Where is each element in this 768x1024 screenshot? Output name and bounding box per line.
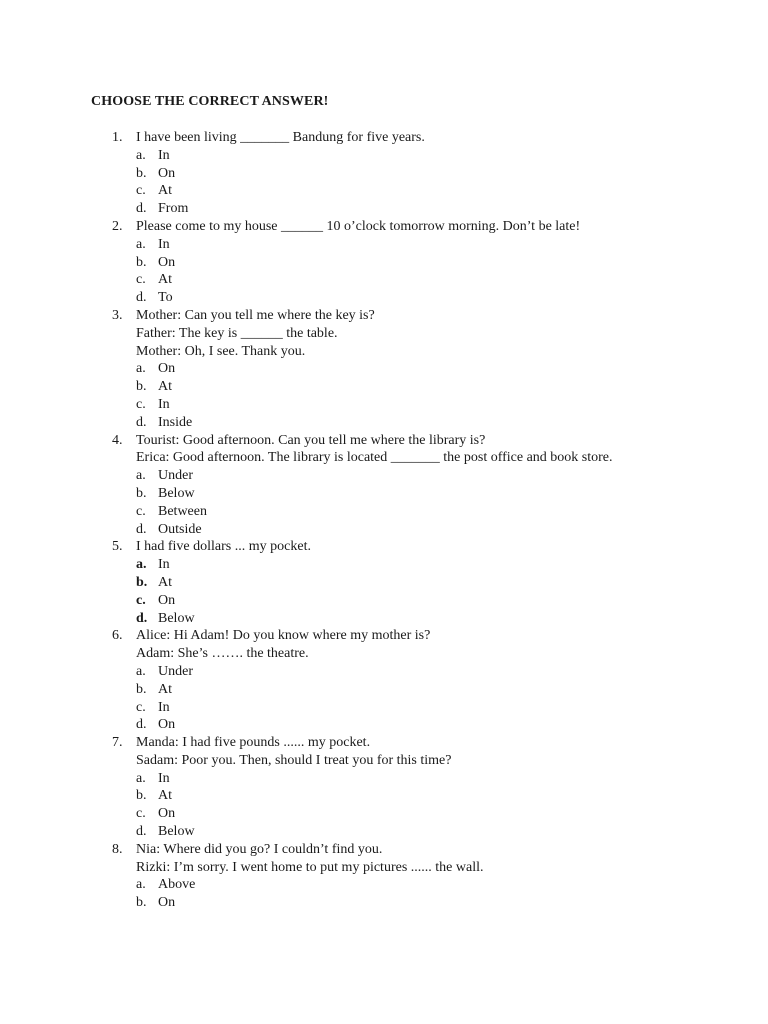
question-item: [0, 841, 768, 912]
option-letter: c.: [136, 396, 146, 412]
question-line: [0, 627, 768, 645]
option-letter: b.: [136, 681, 147, 697]
answer-option: [0, 876, 768, 894]
option-letter: c.: [136, 699, 146, 715]
answer-option: [0, 396, 768, 414]
option-letter: b.: [136, 574, 148, 590]
option-letter: d.: [136, 414, 147, 430]
option-text: In: [158, 557, 170, 573]
answer-option: [0, 378, 768, 396]
option-letter: b.: [136, 379, 147, 395]
question-line: [0, 218, 768, 236]
option-letter: c.: [136, 806, 146, 822]
question-line: [0, 752, 768, 770]
answer-option: [0, 485, 768, 503]
answer-option: [0, 770, 768, 788]
option-letter: d.: [136, 201, 147, 217]
option-text: Under: [158, 468, 193, 484]
answer-option: [0, 271, 768, 289]
option-text: On: [158, 592, 176, 608]
option-letter: d.: [136, 521, 147, 537]
option-text: Inside: [158, 414, 193, 430]
option-letter: c.: [136, 272, 146, 288]
option-letter: a.: [136, 557, 147, 573]
page-title: CHOOSE THE CORRECT ANSWER!: [91, 94, 329, 109]
answer-option: [0, 610, 768, 628]
option-text: Below: [158, 610, 195, 626]
answer-option: [0, 360, 768, 378]
option-text: In: [158, 699, 170, 715]
question-item: [0, 432, 768, 539]
question-number: 5.: [112, 539, 123, 555]
answer-option: [0, 200, 768, 218]
answer-option: [0, 787, 768, 805]
question-text: I have been living _______ Bandung for five years.: [136, 130, 425, 145]
answer-option: [0, 521, 768, 539]
question-text: Please come to my house ______ 10 o’clock tomorrow morning. Don’t be late!: [136, 218, 581, 234]
question-item: [0, 627, 768, 734]
question-text: Father: The key is ______ the table.: [136, 325, 338, 341]
option-letter: a.: [136, 770, 146, 786]
option-letter: b.: [136, 485, 147, 501]
question-item: [0, 129, 768, 218]
option-letter: d.: [136, 610, 148, 626]
answer-option: [0, 182, 768, 200]
question-text: Tourist: Good afternoon. Can you tell me where the library is?: [136, 432, 486, 448]
question-number: 8.: [112, 841, 123, 857]
option-text: At: [158, 574, 172, 590]
question-line: [0, 841, 768, 859]
option-letter: a.: [136, 877, 146, 893]
answer-option: [0, 574, 768, 592]
question-number: 4.: [112, 432, 123, 448]
option-letter: d.: [136, 290, 147, 306]
option-text: In: [158, 396, 170, 412]
option-letter: b.: [136, 254, 147, 270]
question-number: 2.: [112, 218, 123, 234]
option-text: At: [158, 379, 172, 395]
question-number: 1.: [112, 130, 123, 145]
option-text: At: [158, 183, 172, 199]
question-line: [0, 325, 768, 343]
answer-option: [0, 699, 768, 717]
option-text: From: [158, 201, 189, 217]
question-line: [0, 859, 768, 877]
option-letter: a.: [136, 468, 146, 484]
option-text: Below: [158, 824, 195, 840]
option-letter: a.: [136, 236, 146, 252]
question-line: [0, 129, 768, 147]
question-line: [0, 449, 768, 467]
question-line: [0, 538, 768, 556]
answer-option: [0, 716, 768, 734]
answer-option: [0, 894, 768, 912]
answer-option: [0, 823, 768, 841]
question-text: Mother: Can you tell me where the key is?: [136, 307, 375, 323]
question-text: Rizki: I’m sorry. I went home to put my pictures ...... the wall.: [136, 859, 484, 875]
option-text: On: [158, 254, 176, 270]
question-line: [0, 307, 768, 325]
question-item: [0, 218, 768, 307]
answer-option: [0, 663, 768, 681]
question-text: Adam: She’s ……. the theatre.: [136, 646, 309, 662]
option-text: At: [158, 788, 172, 804]
answer-option: [0, 467, 768, 485]
answer-option: [0, 592, 768, 610]
option-text: On: [158, 717, 176, 733]
question-number: 3.: [112, 307, 123, 323]
question-number: 7.: [112, 735, 123, 751]
option-text: On: [158, 165, 176, 181]
question-line: [0, 343, 768, 361]
option-text: In: [158, 236, 170, 252]
question-line: [0, 734, 768, 752]
option-text: On: [158, 361, 176, 377]
option-letter: a.: [136, 663, 146, 679]
answer-option: [0, 503, 768, 521]
question-list: [0, 129, 768, 912]
option-text: Above: [158, 877, 196, 893]
option-text: To: [158, 290, 173, 306]
answer-option: [0, 681, 768, 699]
answer-option: [0, 289, 768, 307]
option-letter: b.: [136, 165, 147, 181]
option-letter: a.: [136, 361, 146, 377]
answer-option: [0, 236, 768, 254]
question-text: Sadam: Poor you. Then, should I treat you for this time?: [136, 752, 452, 768]
question-text: Mother: Oh, I see. Thank you.: [136, 343, 306, 359]
question-line: [0, 432, 768, 450]
answer-option: [0, 254, 768, 272]
question-text: Alice: Hi Adam! Do you know where my mother is?: [136, 628, 431, 644]
question-item: [0, 538, 768, 627]
option-text: Outside: [158, 521, 202, 537]
answer-option: [0, 805, 768, 823]
option-text: Between: [158, 503, 207, 519]
option-letter: a.: [136, 147, 146, 163]
answer-option: [0, 147, 768, 165]
question-item: [0, 307, 768, 432]
option-text: On: [158, 895, 176, 911]
question-text: Manda: I had five pounds ...... my pocket.: [136, 735, 371, 751]
answer-option: [0, 414, 768, 432]
question-number: 6.: [112, 628, 123, 644]
option-text: In: [158, 770, 170, 786]
option-letter: d.: [136, 717, 147, 733]
option-letter: b.: [136, 788, 147, 804]
answer-option: [0, 165, 768, 183]
answer-option: [0, 556, 768, 574]
option-letter: d.: [136, 824, 147, 840]
option-letter: c.: [136, 592, 146, 608]
option-letter: b.: [136, 895, 147, 911]
question-text: Erica: Good afternoon. The library is located _______ the post office and book store.: [136, 450, 613, 466]
question-line: [0, 645, 768, 663]
option-text: At: [158, 681, 172, 697]
option-letter: c.: [136, 183, 146, 199]
option-text: Below: [158, 485, 195, 501]
question-text: Nia: Where did you go? I couldn’t find you.: [136, 841, 383, 857]
option-text: At: [158, 272, 172, 288]
question-text: I had five dollars ... my pocket.: [136, 539, 311, 555]
option-letter: c.: [136, 503, 146, 519]
option-text: Under: [158, 663, 193, 679]
question-item: [0, 734, 768, 841]
option-text: On: [158, 806, 176, 822]
option-text: In: [158, 147, 170, 163]
